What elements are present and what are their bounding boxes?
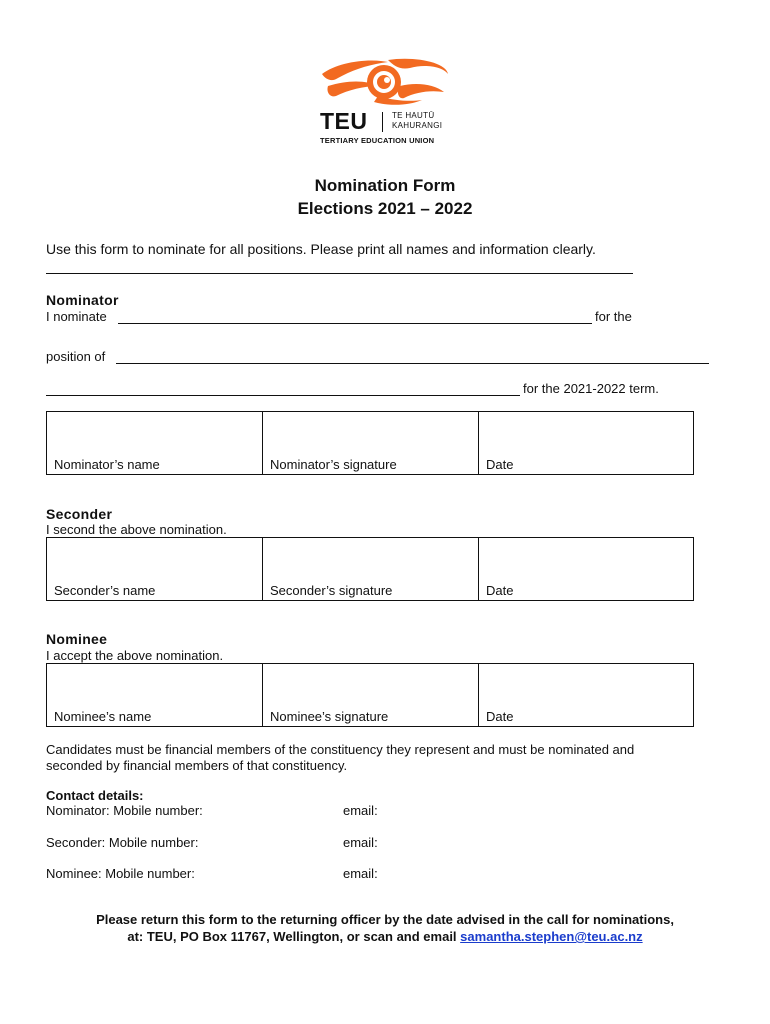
- nominator-heading: Nominator: [46, 292, 119, 308]
- nominee-date-label: Date: [486, 709, 514, 724]
- eligibility-line2: seconded by financial members of that constituency.: [46, 758, 348, 773]
- nominator-signature-table: [46, 411, 694, 475]
- nominee-heading: Nominee: [46, 631, 108, 647]
- contact-nominee-mobile: Nominee: Mobile number:: [46, 866, 195, 881]
- nominee-statement: I accept the above nomination.: [46, 648, 224, 663]
- seconder-date-cell[interactable]: [479, 538, 694, 601]
- seconder-date-label: Date: [486, 583, 514, 598]
- contact-nominator-email: email:: [343, 803, 378, 818]
- term-label: for the 2021-2022 term.: [523, 381, 659, 396]
- logo-maori-text: [392, 111, 442, 131]
- seconder-heading: Seconder: [46, 506, 113, 522]
- returning-officer-email-link[interactable]: samantha.stephen@teu.ac.nz: [460, 929, 643, 944]
- position-line-2[interactable]: [46, 395, 520, 396]
- nominator-signature-cell[interactable]: [263, 412, 479, 475]
- nominator-signature-label: Nominator’s signature: [270, 457, 397, 472]
- seconder-statement: I second the above nomination.: [46, 522, 227, 537]
- seconder-name-cell[interactable]: [47, 538, 263, 601]
- for-the-label: for the: [595, 309, 632, 324]
- logo-divider: [382, 112, 383, 132]
- position-of-label: position of: [46, 349, 106, 364]
- koru-logo-icon: [318, 56, 452, 106]
- intro-text: Use this form to nominate for all positions. Please print all names and information clearly.: [46, 241, 596, 257]
- logo-maori-line1: TE HAUTŪ: [392, 111, 435, 120]
- contact-seconder-email: email:: [343, 835, 378, 850]
- seconder-signature-label: Seconder’s signature: [270, 583, 393, 598]
- form-subtitle: Elections 2021 – 2022: [297, 199, 473, 218]
- form-title: Nomination Form: [314, 176, 456, 195]
- nominator-name-cell[interactable]: [47, 412, 263, 475]
- seconder-signature-table: [46, 537, 694, 601]
- teu-logo: [318, 56, 452, 146]
- logo-maori-line2: KAHURANGI: [392, 121, 443, 130]
- nominee-name-cell[interactable]: [47, 664, 263, 727]
- logo-org-full: TERTIARY EDUCATION UNION: [320, 136, 435, 145]
- contact-nominee-email: email:: [343, 866, 378, 881]
- nominee-signature-label: Nominee’s signature: [270, 709, 389, 724]
- footer-line1: Please return this form to the returning officer by the date advised in the call for nominations,: [96, 912, 674, 927]
- nominator-name-label: Nominator’s name: [54, 457, 160, 472]
- nominee-name-line[interactable]: [118, 323, 592, 324]
- footer-address: at: TEU, PO Box 11767, Wellington, or scan and email: [127, 929, 457, 944]
- nominator-date-label: Date: [486, 457, 514, 472]
- seconder-signature-cell[interactable]: [263, 538, 479, 601]
- contact-heading: Contact details:: [46, 788, 144, 803]
- i-nominate-label: I nominate: [46, 309, 107, 324]
- nominee-signature-cell[interactable]: [263, 664, 479, 727]
- nominee-date-cell[interactable]: [479, 664, 694, 727]
- nominee-signature-table: [46, 663, 694, 727]
- contact-nominator-mobile: Nominator: Mobile number:: [46, 803, 203, 818]
- intro-rule: [46, 273, 633, 274]
- eligibility-line1: Candidates must be financial members of the constituency they represent and must be nominated and: [46, 742, 635, 757]
- nominee-name-label: Nominee’s name: [54, 709, 152, 724]
- nominator-date-cell[interactable]: [479, 412, 694, 475]
- position-line[interactable]: [116, 363, 709, 364]
- footer-line2: [0, 928, 770, 945]
- contact-seconder-mobile: Seconder: Mobile number:: [46, 835, 199, 850]
- seconder-name-label: Seconder’s name: [54, 583, 156, 598]
- logo-teu-text: TEU: [320, 108, 368, 134]
